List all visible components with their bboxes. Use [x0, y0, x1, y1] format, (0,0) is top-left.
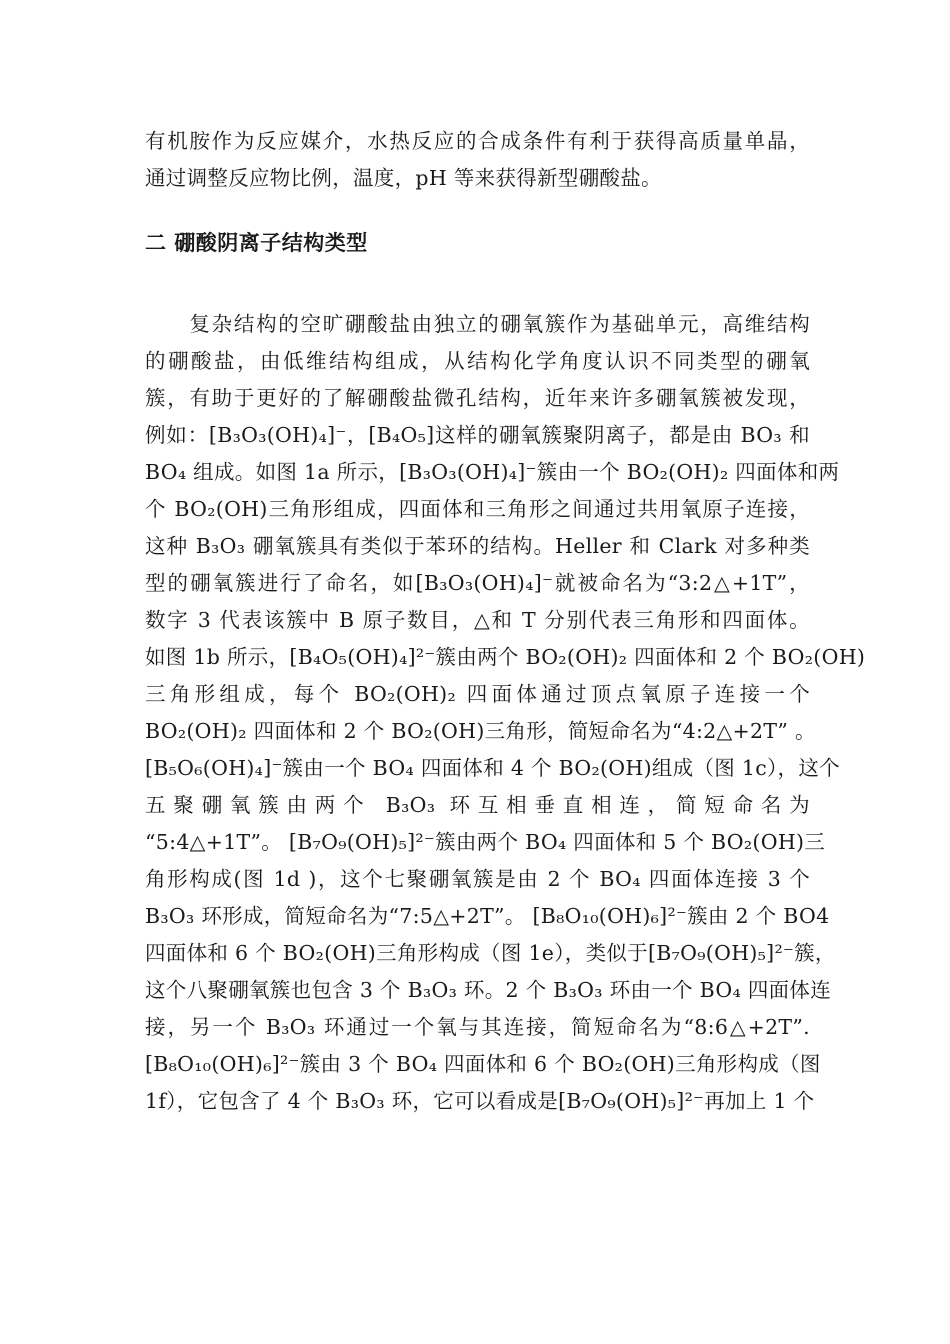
main-paragraph: [145, 306, 866, 1120]
text-line: 数字 3 代表该簇中 B 原子数目，△和 T 分别代表三角形和四面体。: [145, 608, 810, 632]
text-line: B₃O₃ 环形成，简短命名为“7:5△+2T”。 [B₈O₁₀(OH)₆]²⁻簇由 2 个 BO4: [145, 904, 830, 928]
text-line: 簇，有助于更好的了解硼酸盐微孔结构，近年来许多硼氧簇被发现，: [145, 386, 810, 410]
text-line: 个 BO₂(OH)三角形组成，四面体和三角形之间通过共用氧原子连接，: [145, 497, 810, 521]
text-line: 角形构成(图 1d )，这个七聚硼氧簇是由 2 个 BO₄ 四面体连接 3 个: [145, 867, 810, 891]
text-line: 例如：[B₃O₃(OH)₄]⁻，[B₄O₅]这样的硼氧簇聚阴离子，都是由 BO₃ 和: [145, 423, 810, 447]
text-line: 如图 1b 所示，[B₄O₅(OH)₄]²⁻簇由两个 BO₂(OH)₂ 四面体和 2 个 BO₂(OH): [145, 645, 866, 669]
text-line: 三角形组成，每个 BO₂(OH)₂ 四面体通过顶点氧原子连接一个: [145, 682, 810, 706]
text-line: 这个八聚硼氧簇也包含 3 个 B₃O₃ 环。2 个 B₃O₃ 环由一个 BO₄ 四面体连: [145, 978, 832, 1002]
text-line: BO₂(OH)₂ 四面体和 2 个 BO₂(OH)三角形，简短命名为“4:2△+2T” 。: [145, 719, 816, 743]
text-line: 型的硼氧簇进行了命名，如[B₃O₃(OH)₄]⁻就被命名为“3:2△+1T”，: [145, 571, 810, 595]
text-line: 有机胺作为反应媒介，水热反应的合成条件有利于获得高质量单晶，: [145, 129, 810, 153]
intro-paragraph: [145, 123, 810, 197]
text-line: [B₈O₁₀(OH)₆]²⁻簇由 3 个 BO₄ 四面体和 6 个 BO₂(OH)三角形构成（图: [145, 1052, 821, 1076]
section-heading: 二 硼酸阴离子结构类型: [145, 231, 368, 255]
text-line: 接，另一个 B₃O₃ 环通过一个氧与其连接，简短命名为“8:6△+2T”.: [145, 1015, 810, 1039]
text-line: 四面体和 6 个 BO₂(OH)三角形构成（图 1e），类似于[B₇O₉(OH)₅]²⁻簇，: [145, 941, 836, 965]
text-line: 的硼酸盐，由低维结构组成，从结构化学角度认识不同类型的硼氧: [145, 349, 810, 373]
text-line: 1f），它包含了 4 个 B₃O₃ 环，它可以看成是[B₇O₉(OH)₅]²⁻再加上 1 个: [145, 1089, 815, 1113]
text-line: 五聚硼氧簇由两个 B₃O₃ 环互相垂直相连，简短命名为: [145, 793, 810, 817]
text-line: [B₅O₆(OH)₄]⁻簇由一个 BO₄ 四面体和 4 个 BO₂(OH)组成（图 1c），这个: [145, 756, 840, 780]
text-line: 复杂结构的空旷硼酸盐由独立的硼氧簇作为基础单元，高维结构: [145, 312, 810, 336]
text-line: BO₄ 组成。如图 1a 所示，[B₃O₃(OH)₄]⁻簇由一个 BO₂(OH)₂ 四面体和两: [145, 460, 840, 484]
text-line: 这种 B₃O₃ 硼氧簇具有类似于苯环的结构。Heller 和 Clark 对多种类: [145, 534, 810, 558]
text-line: “5:4△+1T”。 [B₇O₉(OH)₅]²⁻簇由两个 BO₄ 四面体和 5 个 BO₂(OH)三: [145, 830, 826, 854]
page-body: [145, 123, 866, 1120]
text-line: 通过调整反应物比例，温度，pH 等来获得新型硼酸盐。: [145, 166, 662, 190]
